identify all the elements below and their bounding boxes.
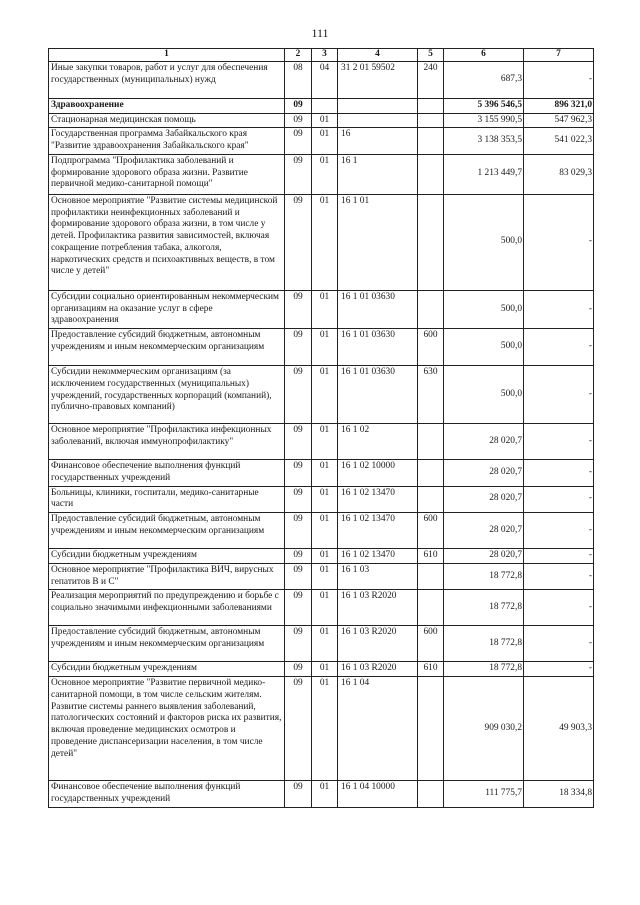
subsection-code-cell bbox=[312, 98, 338, 113]
row-name-cell: Субсидии бюджетным учреждениям bbox=[49, 662, 285, 677]
expense-type-cell: 610 bbox=[418, 662, 444, 677]
expense-type-cell bbox=[418, 563, 444, 590]
budget-table bbox=[48, 48, 594, 808]
target-article-cell: 16 1 02 10000 bbox=[338, 460, 418, 487]
section-code-cell: 09 bbox=[285, 677, 312, 781]
expense-type-cell bbox=[418, 154, 444, 194]
header-cell: 1 bbox=[49, 49, 285, 62]
amount-total-cell: 28 020,7 bbox=[444, 549, 524, 564]
row-name-cell: Субсидии бюджетным учреждениям bbox=[49, 549, 285, 564]
header-cell: 6 bbox=[444, 49, 524, 62]
table-row bbox=[49, 128, 594, 155]
expense-type-cell: 610 bbox=[418, 549, 444, 564]
target-article-cell: 16 1 03 R2020 bbox=[338, 626, 418, 662]
amount-total-cell: 18 772,8 bbox=[444, 662, 524, 677]
target-article-cell: 16 1 02 13470 bbox=[338, 549, 418, 564]
header-cell: 4 bbox=[338, 49, 418, 62]
target-article-cell: 16 1 01 bbox=[338, 194, 418, 290]
amount-total-cell: 28 020,7 bbox=[444, 460, 524, 487]
section-code-cell: 09 bbox=[285, 154, 312, 194]
target-article-cell: 16 1 01 03630 bbox=[338, 329, 418, 366]
table-row bbox=[49, 662, 594, 677]
expense-type-cell bbox=[418, 113, 444, 128]
amount-federal-cell: - bbox=[524, 366, 594, 424]
amount-federal-cell: - bbox=[524, 563, 594, 590]
row-name-cell: Предоставление субсидий бюджетным, автономным учреждениям и иным некоммерческим организациям bbox=[49, 329, 285, 366]
table-row bbox=[49, 460, 594, 487]
expense-type-cell bbox=[418, 460, 444, 487]
table-row bbox=[49, 486, 594, 513]
expense-type-cell bbox=[418, 781, 444, 808]
row-name-cell: Основное мероприятие "Профилактика ВИЧ, вирусных гепатитов В и С" bbox=[49, 563, 285, 590]
subsection-code-cell: 01 bbox=[312, 662, 338, 677]
header-cell: 3 bbox=[312, 49, 338, 62]
table-row bbox=[49, 513, 594, 549]
section-code-cell: 09 bbox=[285, 366, 312, 424]
row-name-cell: Финансовое обеспечение выполнения функций государственных учреждений bbox=[49, 460, 285, 487]
amount-federal-cell: - bbox=[524, 290, 594, 328]
section-code-cell: 09 bbox=[285, 424, 312, 460]
header-cell: 5 bbox=[418, 49, 444, 62]
section-code-cell: 09 bbox=[285, 194, 312, 290]
row-name-cell: Основное мероприятие "Развитие системы медицинской профилактики неинфекционных заболеваний и формирование здорового образа жизни, в том числе у детей. Профилактика развития зависимостей, включая сокращение потребления табака, алкоголя, наркотических средств и психоактивных веществ, в том числе у детей" bbox=[49, 194, 285, 290]
expense-type-cell: 240 bbox=[418, 61, 444, 98]
table-row bbox=[49, 549, 594, 564]
expense-type-cell bbox=[418, 486, 444, 513]
table-row bbox=[49, 563, 594, 590]
section-code-cell: 09 bbox=[285, 563, 312, 590]
subsection-code-cell: 04 bbox=[312, 61, 338, 98]
section-code-cell: 09 bbox=[285, 113, 312, 128]
subsection-code-cell: 01 bbox=[312, 113, 338, 128]
section-code-cell: 09 bbox=[285, 486, 312, 513]
subsection-code-cell: 01 bbox=[312, 677, 338, 781]
expense-type-cell: 600 bbox=[418, 626, 444, 662]
subsection-code-cell: 01 bbox=[312, 128, 338, 155]
amount-federal-cell: 49 903,3 bbox=[524, 677, 594, 781]
row-name-cell: Стационарная медицинская помощь bbox=[49, 113, 285, 128]
amount-total-cell: 18 772,8 bbox=[444, 563, 524, 590]
amount-total-cell: 500,0 bbox=[444, 329, 524, 366]
expense-type-cell bbox=[418, 677, 444, 781]
amount-federal-cell: - bbox=[524, 329, 594, 366]
target-article-cell: 16 1 03 R2020 bbox=[338, 662, 418, 677]
table-row bbox=[49, 590, 594, 626]
expense-type-cell bbox=[418, 194, 444, 290]
row-name-cell: Реализация мероприятий по предупреждению и борьбе с социально значимыми инфекционными заболеваниями bbox=[49, 590, 285, 626]
subsection-code-cell: 01 bbox=[312, 486, 338, 513]
subsection-code-cell: 01 bbox=[312, 590, 338, 626]
amount-federal-cell: 18 334,8 bbox=[524, 781, 594, 808]
amount-total-cell: 28 020,7 bbox=[444, 513, 524, 549]
section-code-cell: 09 bbox=[285, 781, 312, 808]
section-code-cell: 09 bbox=[285, 290, 312, 328]
amount-federal-cell: - bbox=[524, 194, 594, 290]
expense-type-cell bbox=[418, 290, 444, 328]
expense-type-cell: 630 bbox=[418, 366, 444, 424]
row-name-cell: Основное мероприятие "Профилактика инфекционных заболеваний, включая иммунопрофилактику" bbox=[49, 424, 285, 460]
target-article-cell: 16 1 04 bbox=[338, 677, 418, 781]
target-article-cell: 16 1 02 bbox=[338, 424, 418, 460]
amount-federal-cell: - bbox=[524, 486, 594, 513]
expense-type-cell: 600 bbox=[418, 329, 444, 366]
target-article-cell: 16 bbox=[338, 128, 418, 155]
amount-total-cell: 28 020,7 bbox=[444, 424, 524, 460]
section-code-cell: 09 bbox=[285, 590, 312, 626]
row-name-cell: Больницы, клиники, госпитали, медико-санитарные части bbox=[49, 486, 285, 513]
expense-type-cell bbox=[418, 98, 444, 113]
table-row bbox=[49, 781, 594, 808]
expense-type-cell bbox=[418, 590, 444, 626]
target-article-cell: 16 1 02 13470 bbox=[338, 513, 418, 549]
subsection-code-cell: 01 bbox=[312, 563, 338, 590]
amount-total-cell: 500,0 bbox=[444, 290, 524, 328]
amount-total-cell: 18 772,8 bbox=[444, 626, 524, 662]
expense-type-cell: 600 bbox=[418, 513, 444, 549]
table-row bbox=[49, 113, 594, 128]
table-header-row bbox=[49, 49, 594, 62]
table-row bbox=[49, 366, 594, 424]
row-name-cell: Здравоохранение bbox=[49, 98, 285, 113]
amount-federal-cell: - bbox=[524, 662, 594, 677]
subsection-code-cell: 01 bbox=[312, 194, 338, 290]
expense-type-cell bbox=[418, 424, 444, 460]
amount-total-cell: 111 775,7 bbox=[444, 781, 524, 808]
target-article-cell bbox=[338, 113, 418, 128]
table-row bbox=[49, 329, 594, 366]
row-name-cell: Предоставление субсидий бюджетным, автономным учреждениям и иным некоммерческим организациям bbox=[49, 513, 285, 549]
section-code-cell: 09 bbox=[285, 128, 312, 155]
row-name-cell: Предоставление субсидий бюджетным, автономным учреждениям и иным некоммерческим организациям bbox=[49, 626, 285, 662]
section-code-cell: 08 bbox=[285, 61, 312, 98]
amount-federal-cell: - bbox=[524, 626, 594, 662]
row-name-cell: Субсидии некоммерческим организациям (за исключением государственных (муниципальных) учреждений, государственных корпораций (компаний), публично-правовых компаний) bbox=[49, 366, 285, 424]
target-article-cell: 16 1 03 bbox=[338, 563, 418, 590]
amount-total-cell: 500,0 bbox=[444, 366, 524, 424]
table-row bbox=[49, 290, 594, 328]
amount-total-cell: 28 020,7 bbox=[444, 486, 524, 513]
row-name-cell: Подпрограмма "Профилактика заболеваний и формирование здорового образа жизни. Развитие первичной медико-санитарной помощи" bbox=[49, 154, 285, 194]
amount-federal-cell: 541 022,3 bbox=[524, 128, 594, 155]
section-code-cell: 09 bbox=[285, 98, 312, 113]
table-row bbox=[49, 61, 594, 98]
target-article-cell: 31 2 01 59502 bbox=[338, 61, 418, 98]
expense-type-cell bbox=[418, 128, 444, 155]
amount-federal-cell: 83 029,3 bbox=[524, 154, 594, 194]
header-cell: 7 bbox=[524, 49, 594, 62]
amount-total-cell: 1 213 449,7 bbox=[444, 154, 524, 194]
section-code-cell: 09 bbox=[285, 329, 312, 366]
target-article-cell: 16 1 01 03630 bbox=[338, 290, 418, 328]
row-name-cell: Иные закупки товаров, работ и услуг для обеспечения государственных (муниципальных) нужд bbox=[49, 61, 285, 98]
subsection-code-cell: 01 bbox=[312, 424, 338, 460]
amount-federal-cell: - bbox=[524, 590, 594, 626]
amount-federal-cell: 896 321,0 bbox=[524, 98, 594, 113]
table-row bbox=[49, 626, 594, 662]
subsection-code-cell: 01 bbox=[312, 513, 338, 549]
amount-federal-cell: - bbox=[524, 424, 594, 460]
subsection-code-cell: 01 bbox=[312, 549, 338, 564]
amount-federal-cell: - bbox=[524, 513, 594, 549]
section-code-cell: 09 bbox=[285, 626, 312, 662]
subsection-code-cell: 01 bbox=[312, 366, 338, 424]
amount-total-cell: 3 155 990,5 bbox=[444, 113, 524, 128]
target-article-cell: 16 1 02 13470 bbox=[338, 486, 418, 513]
table-row bbox=[49, 98, 594, 113]
subsection-code-cell: 01 bbox=[312, 626, 338, 662]
subsection-code-cell: 01 bbox=[312, 290, 338, 328]
amount-total-cell: 909 030,2 bbox=[444, 677, 524, 781]
target-article-cell: 16 1 01 03630 bbox=[338, 366, 418, 424]
table-row bbox=[49, 677, 594, 781]
subsection-code-cell: 01 bbox=[312, 460, 338, 487]
target-article-cell: 16 1 03 R2020 bbox=[338, 590, 418, 626]
amount-federal-cell: - bbox=[524, 460, 594, 487]
amount-total-cell: 687,3 bbox=[444, 61, 524, 98]
target-article-cell: 16 1 bbox=[338, 154, 418, 194]
amount-total-cell: 500,0 bbox=[444, 194, 524, 290]
subsection-code-cell: 01 bbox=[312, 329, 338, 366]
row-name-cell: Субсидии социально ориентированным некоммерческим организациям на оказание услуг в сфере здравоохранения bbox=[49, 290, 285, 328]
row-name-cell: Государственная программа Забайкальского края "Развитие здравоохранения Забайкальского края" bbox=[49, 128, 285, 155]
amount-total-cell: 5 396 546,5 bbox=[444, 98, 524, 113]
section-code-cell: 09 bbox=[285, 549, 312, 564]
row-name-cell: Основное мероприятие "Развитие первичной медико-санитарной помощи, в том числе сельским жителям. Развитие системы раннего выявления заболеваний, патологических состояний и факторов риска их развития, включая проведение медицинских осмотров и проведение диспансеризации населения, в том числе детей" bbox=[49, 677, 285, 781]
target-article-cell bbox=[338, 98, 418, 113]
amount-federal-cell: - bbox=[524, 549, 594, 564]
amount-total-cell: 18 772,8 bbox=[444, 590, 524, 626]
section-code-cell: 09 bbox=[285, 460, 312, 487]
page-number: 111 bbox=[311, 26, 329, 40]
subsection-code-cell: 01 bbox=[312, 781, 338, 808]
header-cell: 2 bbox=[285, 49, 312, 62]
row-name-cell: Финансовое обеспечение выполнения функций государственных учреждений bbox=[49, 781, 285, 808]
amount-federal-cell: 547 962,3 bbox=[524, 113, 594, 128]
table-row bbox=[49, 194, 594, 290]
section-code-cell: 09 bbox=[285, 662, 312, 677]
target-article-cell: 16 1 04 10000 bbox=[338, 781, 418, 808]
section-code-cell: 09 bbox=[285, 513, 312, 549]
table-row bbox=[49, 424, 594, 460]
amount-total-cell: 3 138 353,5 bbox=[444, 128, 524, 155]
subsection-code-cell: 01 bbox=[312, 154, 338, 194]
amount-federal-cell: - bbox=[524, 61, 594, 98]
table-row bbox=[49, 154, 594, 194]
